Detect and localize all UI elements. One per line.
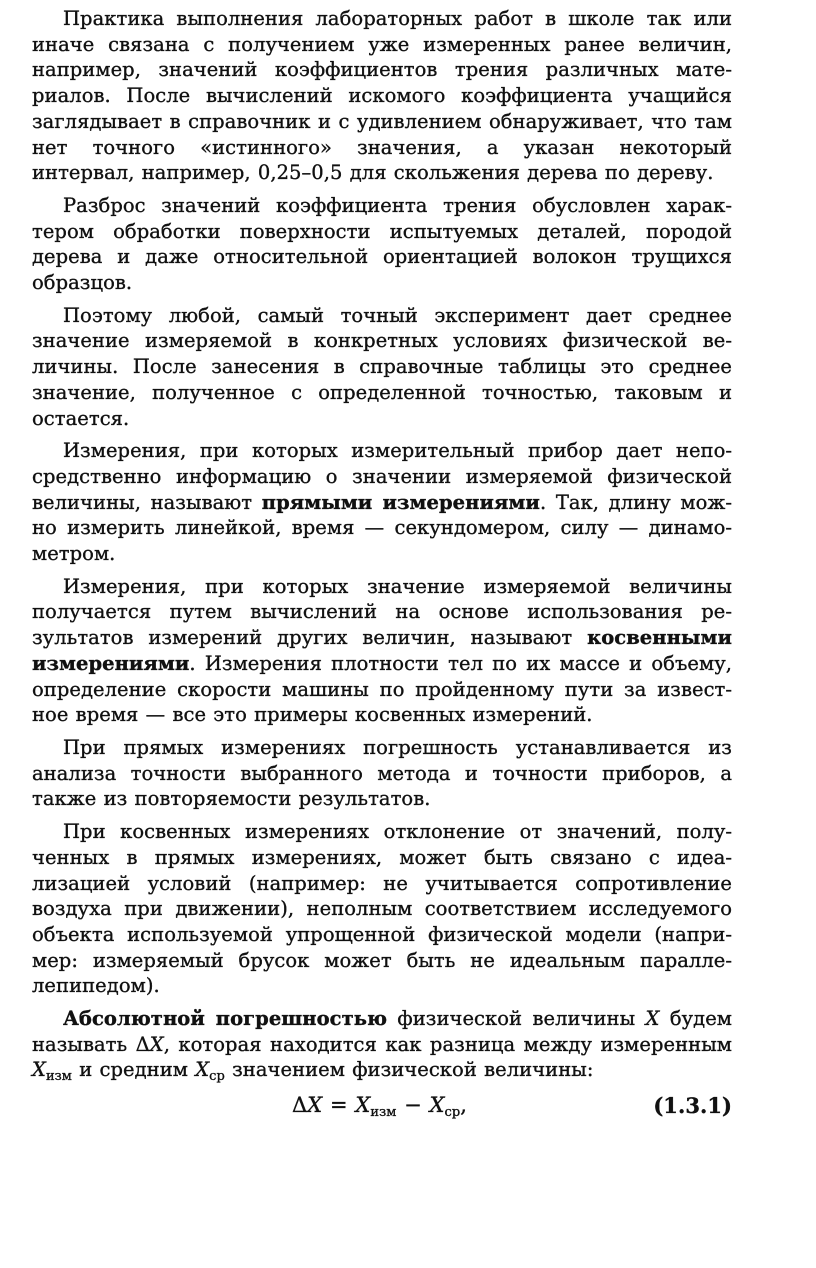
formula-var-measured: X	[355, 1093, 371, 1118]
term: косвенными измерениями	[32, 626, 732, 675]
term: Абсолютной погрешностью	[63, 1007, 388, 1031]
formula-equals: =	[322, 1093, 356, 1118]
paragraph-p7	[32, 819, 732, 999]
text-run: Поэтому любой, самый точный эксперимент дает среднее значение измеряемой в конкретных условиях физической величины. После занесения в справочные таблицы это среднее значение, полученное с определенной точностью, таковым и остается.	[32, 303, 732, 430]
text-run: , которая находится как разница между измеренным	[163, 1032, 732, 1056]
paragraph-p2	[32, 193, 732, 296]
paragraph-p8	[32, 1006, 732, 1083]
variable: X	[149, 1032, 164, 1056]
variable: X	[195, 1058, 210, 1082]
text-run: физической величины	[387, 1007, 646, 1031]
variable: X	[645, 1007, 660, 1031]
subscript: ср	[209, 1069, 225, 1085]
text-run: При прямых измерениях погрешность устанавливается из анализа точности выбранного метода и точности приборов, а также из повторяемости результатов.	[32, 735, 732, 811]
formula-minus: −	[396, 1093, 430, 1118]
text-run: и средним	[71, 1058, 196, 1082]
text-run: Измерения, при которых измерительный прибор дает непосредственно информацию о значении измеряемой физической величины, называют	[32, 439, 732, 514]
paragraph-p6	[32, 735, 732, 812]
formula-trail: ,	[460, 1093, 467, 1118]
variable: X	[32, 1058, 46, 1082]
formula-block	[32, 1093, 732, 1123]
paragraph-p5	[32, 574, 732, 728]
subscript: изм	[45, 1069, 72, 1085]
document-page	[32, 6, 732, 1123]
formula-sub-measured: изм	[370, 1105, 397, 1121]
text-run: Разброс значений коэффициента трения обусловлен характером обработки поверхности испытуемых деталей, породой дерева и даже относительной ориентацией волокон трущихся образцов.	[32, 193, 732, 295]
paragraph-p3	[32, 303, 732, 432]
text-run: Практика выполнения лабораторных работ в школе так или иначе связана с получением уже измеренных ранее величин, например, значений коэффициентов трения различных материалов. После вычислений искомого коэффициента учащийся заглядывает в справочник и с удивлением обнаруживает, что там нет точного «истинного» значения, а указан некоторый интервал, например, 0,25–0,5 для скольжения дерева по дереву.	[32, 7, 732, 185]
paragraph-p4	[32, 438, 732, 567]
text-run: Измерения, при которых значение измеряемой величины получается путем вычислений на основе использования результатов измерений других величин, называют	[32, 574, 732, 650]
equation-number: (1.3.1)	[653, 1093, 732, 1119]
formula-var-lhs: X	[307, 1093, 323, 1118]
text-run: . Так, длину можно измерить линейкой, время — секундомером, силу — динамометром.	[32, 490, 732, 566]
formula-expression	[292, 1093, 467, 1119]
text-run: будем называть Δ	[32, 1007, 733, 1056]
body-text	[32, 6, 732, 1083]
text-run: При косвенных измерениях отклонение от значений, полученных в прямых измерениях, может быть связано с идеализацией условий (например: не учитывается сопротивление воздуха при движении), неполным соответствием исследуемого объекта используемой упрощенной физической модели (например: измеряемый брусок может быть не идеальным параллелепипедом).	[32, 820, 732, 998]
text-run: . Измерения плотности тел по их массе и объему, определение скорости машины по пройденному пути за известное время — все это примеры косвенных измерений.	[32, 651, 732, 727]
formula-delta: Δ	[292, 1093, 308, 1118]
formula-var-mean: X	[429, 1093, 445, 1118]
text-run: значением физической величины:	[224, 1058, 594, 1082]
paragraph-p1	[32, 6, 732, 186]
formula-sub-mean: ср	[444, 1105, 461, 1121]
term: прямыми измерениями	[261, 490, 540, 514]
